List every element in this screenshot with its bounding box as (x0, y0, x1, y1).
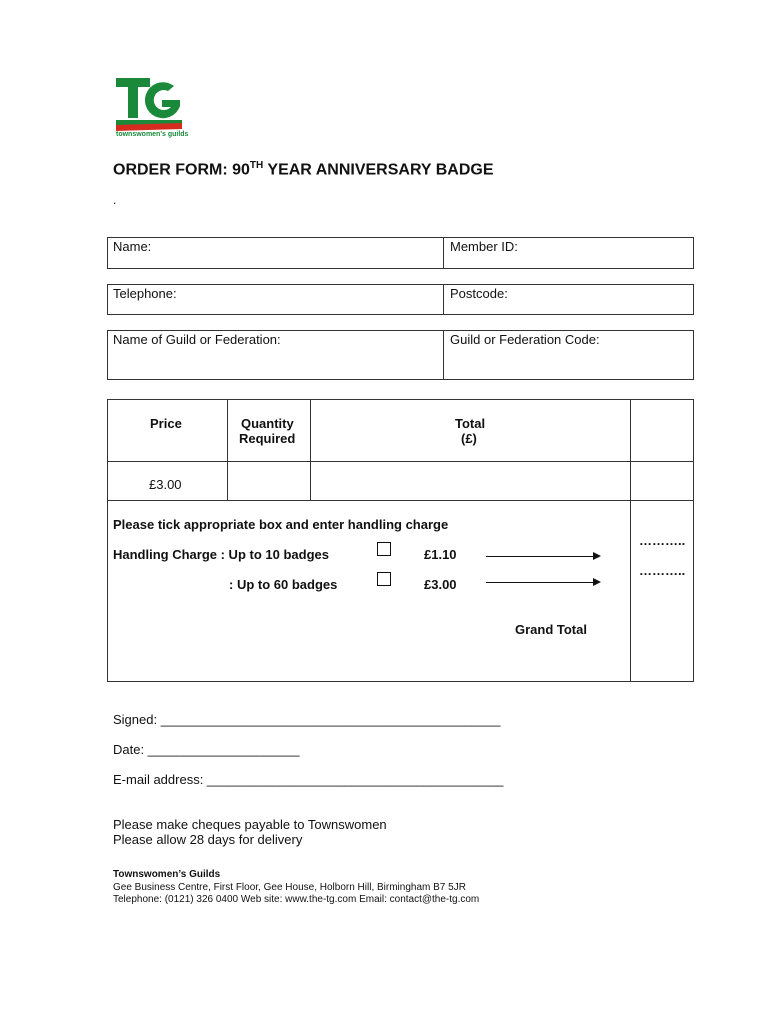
member-id-field[interactable] (444, 255, 692, 267)
handling-10-checkbox[interactable] (377, 542, 391, 556)
quantity-input[interactable] (228, 462, 309, 499)
arrow-right-icon (593, 578, 601, 586)
title-dot: . (113, 193, 117, 207)
handling-row1-label: Handling Charge : Up to 10 badges (113, 547, 329, 562)
footer-org: Townswomen’s Guilds (113, 869, 221, 880)
footer-address: Gee Business Centre, First Floor, Gee House, Holborn Hill, Birmingham B7 5JR (113, 882, 466, 893)
postcode-field[interactable] (444, 302, 692, 314)
price-header: Price (150, 416, 182, 431)
handling-60-checkbox[interactable] (377, 572, 391, 586)
title-suffix: YEAR ANNIVERSARY BADGE (263, 161, 494, 179)
guild-name-field[interactable] (108, 350, 442, 378)
tg-logo-icon (116, 76, 189, 138)
title-prefix: ORDER FORM: 90 (113, 161, 250, 179)
telephone-field-label: Telephone: (113, 286, 177, 301)
footer-contact: Telephone: (0121) 326 0400 Web site: www.the-tg.com Email: contact@the-tg.com (113, 894, 480, 905)
guild-code-field-label: Guild or Federation Code: (450, 332, 600, 347)
date-line[interactable]: Date: _____________________ (113, 742, 300, 757)
handling-row1-price: £1.10 (424, 547, 457, 562)
total-header-line2: (£) (461, 431, 477, 446)
grand-total-label: Grand Total (515, 622, 587, 637)
handling-row2-label: : Up to 60 badges (229, 577, 338, 592)
title-superscript: TH (249, 160, 264, 171)
signed-line[interactable]: Signed: _______________________________________________ (113, 712, 501, 727)
total-input[interactable] (311, 462, 629, 499)
order-table (107, 399, 694, 682)
guild-name-field-label: Name of Guild or Federation: (113, 332, 281, 347)
guild-code-field[interactable] (444, 350, 692, 378)
delivery-note: Please allow 28 days for delivery (113, 832, 303, 847)
telephone-field[interactable] (108, 302, 442, 314)
handling-row1-amount[interactable]: ……….. (639, 533, 686, 548)
logo (116, 76, 189, 138)
arrow-row1 (486, 556, 593, 557)
name-field-label: Name: (113, 239, 152, 254)
quantity-header-line1: Quantity (241, 416, 294, 431)
page-title (113, 160, 494, 179)
arrow-row2 (486, 582, 593, 583)
price-value: £3.00 (149, 477, 182, 492)
total-header-line1: Total (455, 416, 486, 431)
handling-instruction: Please tick appropriate box and enter handling charge (113, 517, 449, 532)
handling-row2-amount[interactable]: ……….. (639, 563, 686, 578)
email-line[interactable]: E-mail address: _________________________________________ (113, 772, 504, 787)
handling-row2-price: £3.00 (424, 577, 457, 592)
member-id-field-label: Member ID: (450, 239, 518, 254)
grand-total-input[interactable] (631, 610, 693, 650)
name-field[interactable] (108, 255, 442, 267)
postcode-field-label: Postcode: (450, 286, 508, 301)
logo-caption: townswomen's guilds (116, 131, 189, 138)
arrow-right-icon (593, 552, 601, 560)
quantity-header-line2: Required (239, 431, 296, 446)
cheque-note: Please make cheques payable to Townswomen (113, 817, 387, 832)
